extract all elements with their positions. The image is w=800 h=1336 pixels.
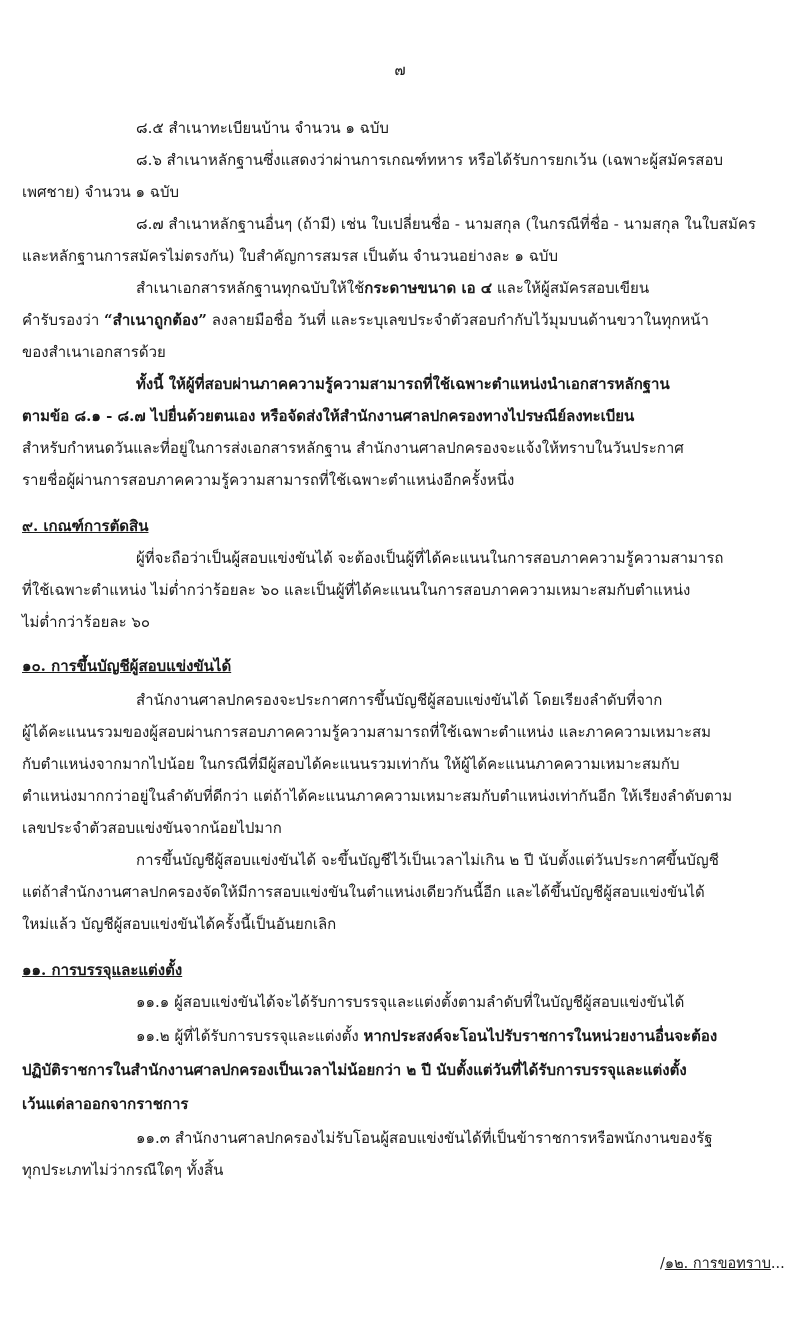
- section-11-3-line-1: ๑๑.๓ สำนักงานศาลปกครองไม่รับโอนผู้สอบแข่งขันได้ที่เป็นข้าราชการหรือพนักงานของรัฐ: [136, 1129, 713, 1147]
- section-11-2-text: ๑๑.๒ ผู้ที่ได้รับการบรรจุและแต่งตั้ง: [136, 1027, 364, 1045]
- item-8-7-line-1: ๘.๗ สำเนาหลักฐานอื่นๆ (ถ้ามี) เช่น ใบเปลี่ยนชื่อ - นามสกุล (ในกรณีที่ชื่อ - นามสกุล ในใบสมัคร: [136, 215, 756, 233]
- continuation-suffix: ...: [770, 1256, 785, 1272]
- section-10-p2-line-3: ใหม่แล้ว บัญชีผู้สอบแข่งขันได้ครั้งนี้เป็นอันยกเลิก: [22, 915, 337, 933]
- paper-size-emphasis: กระดาษขนาด เอ ๔: [364, 279, 493, 297]
- section-10-p1-line-1: สำนักงานศาลปกครองจะประกาศการขึ้นบัญชีผู้สอบแข่งขันได้ โดยเรียงลำดับที่จาก: [136, 691, 663, 709]
- section-11-2-line-2: ปฏิบัติราชการในสำนักงานศาลปกครองเป็นเวลาไม่น้อยกว่า ๒ ปี นับตั้งแต่วันที่ได้รับการบรรจุและแต่งตั้ง: [22, 1061, 687, 1079]
- section-11-2-line-1: [136, 1026, 717, 1046]
- section-9-heading: ๙. เกณฑ์การตัดสิน: [22, 517, 149, 535]
- section-11-2-line-3: เว้นแต่ลาออกจากราชการ: [22, 1095, 189, 1113]
- section-9-line-1: ผู้ที่จะถือว่าเป็นผู้สอบแข่งขันได้ จะต้องเป็นผู้ที่ได้คะแนนในการสอบภาคความรู้ความสามารถ: [136, 549, 724, 567]
- copy-note-text: ลงลายมือชื่อ วันที่ และระบุเลขประจำตัวสอบกำกับไว้มุมบนด้านขวาในทุกหน้า: [206, 311, 709, 329]
- copy-note-line-3: ของสำเนาเอกสารด้วย: [22, 343, 166, 361]
- section-11-heading: ๑๑. การบรรจุและแต่งตั้ง: [22, 961, 183, 979]
- submit-note-line-4: รายชื่อผู้ผ่านการสอบภาคความรู้ความสามารถที่ใช้เฉพาะตำแหน่งอีกครั้งหนึ่ง: [22, 471, 515, 489]
- submit-note-line-1: ทั้งนี้ ให้ผู้ที่สอบผ่านภาคความรู้ความสามารถที่ใช้เฉพาะตำแหน่งนำเอกสารหลักฐาน: [136, 375, 670, 393]
- section-9-line-2: ที่ใช้เฉพาะตำแหน่ง ไม่ต่ำกว่าร้อยละ ๖๐ และเป็นผู้ที่ได้คะแนนในการสอบภาคความเหมาะสมกับตำแหน่ง: [22, 581, 691, 599]
- section-10-p2-line-2: แต่ถ้าสำนักงานศาลปกครองจัดให้มีการสอบแข่งขันในตำแหน่งเดียวกันนี้อีก และได้ขึ้นบัญชีผู้สอบแข่งขันได้: [22, 883, 705, 901]
- section-10-p1-line-4: ตำแหน่งมากกว่าอยู่ในลำดับที่ดีกว่า แต่ถ้าได้คะแนนภาคความเหมาะสมกับตำแหน่งเท่ากันอีก ให้เรียงลำดับตาม: [22, 787, 733, 805]
- submit-note-line-3: สำหรับกำหนดวันและที่อยู่ในการส่งเอกสารหลักฐาน สำนักงานศาลปกครองจะแจ้งให้ทราบในวันประกาศ: [22, 439, 684, 457]
- section-11-3-line-2: ทุกประเภทไม่ว่ากรณีใดๆ ทั้งสิ้น: [22, 1161, 224, 1179]
- item-8-6-line-2: เพศชาย) จำนวน ๑ ฉบับ: [22, 183, 180, 201]
- copy-note-text: และให้ผู้สมัครสอบเขียน: [492, 279, 650, 297]
- copy-note-text: คำรับรองว่า: [22, 311, 105, 329]
- section-10-p1-line-5: เลขประจำตัวสอบแข่งขันจากน้อยไปมาก: [22, 819, 282, 837]
- section-9-line-3: ไม่ต่ำกว่าร้อยละ ๖๐: [22, 613, 151, 631]
- submit-note-line-2: ตามข้อ ๘.๑ - ๘.๗ ไปยื่นด้วยตนเอง หรือจัดส่งให้สำนักงานศาลปกครองทางไปรษณีย์ลงทะเบียน: [22, 407, 635, 425]
- section-10-heading: ๑๐. การขึ้นบัญชีผู้สอบแข่งขันได้: [22, 657, 232, 675]
- continuation-marker: [660, 1254, 785, 1274]
- section-11-1: ๑๑.๑ ผู้สอบแข่งขันได้จะได้รับการบรรจุและแต่งตั้งตามลำดับที่ในบัญชีผู้สอบแข่งขันได้: [136, 993, 685, 1011]
- continuation-prefix: /: [660, 1256, 665, 1272]
- section-10-p1-line-2: ผู้ได้คะแนนรวมของผู้สอบผ่านการสอบภาคความรู้ความสามารถที่ใช้เฉพาะตำแหน่ง และภาคความเหมาะสม: [22, 723, 712, 741]
- section-11-2-emphasis: หากประสงค์จะโอนไปรับราชการในหน่วยงานอื่นจะต้อง: [363, 1027, 718, 1045]
- next-section-reference: ๑๒. การขอทราบ: [664, 1256, 771, 1272]
- item-8-7-line-2: และหลักฐานการสมัครไม่ตรงกัน) ใบสำคัญการสมรส เป็นต้น จำนวนอย่างละ ๑ ฉบับ: [22, 247, 558, 265]
- section-10-p2-line-1: การขึ้นบัญชีผู้สอบแข่งขันได้ จะขึ้นบัญชีไว้เป็นเวลาไม่เกิน ๒ ปี นับตั้งแต่วันประกาศขึ้นบัญชี: [136, 851, 719, 869]
- certified-copy-emphasis: “สำเนาถูกต้อง”: [104, 311, 207, 329]
- item-8-6-line-1: ๘.๖ สำเนาหลักฐานซึ่งแสดงว่าผ่านการเกณฑ์ทหาร หรือได้รับการยกเว้น (เฉพาะผู้สมัครสอบ: [136, 151, 723, 169]
- page-number: ๗: [394, 61, 406, 79]
- copy-note-text: สำเนาเอกสารหลักฐานทุกฉบับให้ใช้: [136, 279, 365, 297]
- item-8-5: ๘.๕ สำเนาทะเบียนบ้าน จำนวน ๑ ฉบับ: [136, 119, 389, 137]
- copy-note-line-2: [22, 310, 709, 330]
- section-10-p1-line-3: กับตำแหน่งจากมากไปน้อย ในกรณีที่มีผู้สอบได้คะแนนรวมเท่ากัน ให้ผู้ได้คะแนนภาคความเหมาะสมกับ: [22, 755, 680, 773]
- copy-note-line-1: [136, 278, 649, 298]
